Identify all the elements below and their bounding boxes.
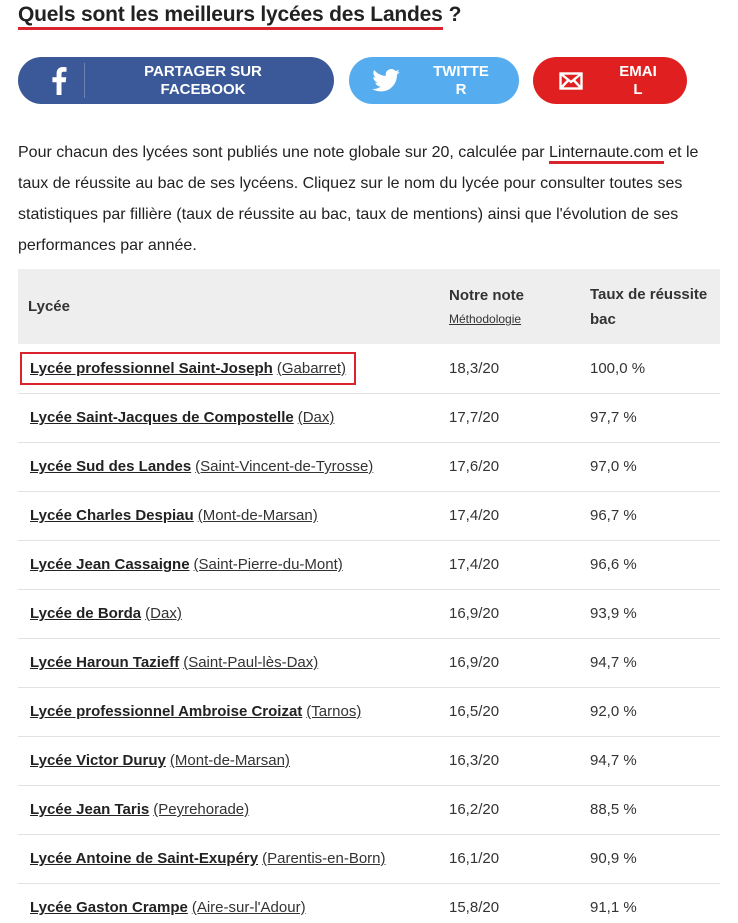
methodology-link[interactable]: Méthodologie: [449, 312, 522, 326]
school-name-link[interactable]: Lycée de Borda: [30, 605, 142, 622]
school-rate: 91,1 %: [580, 883, 720, 923]
intro-paragraph: [18, 137, 720, 261]
school-city-link[interactable]: (Saint-Vincent-de-Tyrosse): [195, 458, 374, 475]
school-rate: 94,7 %: [580, 638, 720, 687]
share-email-label-line1: EMAI: [619, 62, 657, 80]
share-twitter-label: [429, 57, 493, 104]
table-row: [18, 442, 720, 491]
school-note: 15,8/20: [439, 883, 580, 923]
share-email-label-line2: L: [633, 80, 643, 98]
school-cell: [18, 638, 439, 687]
school-note: 16,3/20: [439, 736, 580, 785]
school-entry: [20, 450, 383, 483]
school-cell: [18, 540, 439, 589]
school-name-link[interactable]: Lycée Haroun Tazieff: [30, 654, 180, 671]
school-cell: [18, 491, 439, 540]
table-row: [18, 393, 720, 442]
school-rate: 90,9 %: [580, 834, 720, 883]
school-note: 16,9/20: [439, 638, 580, 687]
page-title-question-mark: ?: [448, 3, 462, 26]
school-rate: 96,7 %: [580, 491, 720, 540]
share-facebook-button[interactable]: [18, 57, 334, 104]
school-note: 18,3/20: [439, 344, 580, 393]
school-cell: [18, 883, 439, 923]
school-name-link[interactable]: Lycée Victor Duruy: [30, 752, 166, 769]
school-cell: [18, 687, 439, 736]
page-title: [18, 3, 461, 30]
table-row: [18, 344, 720, 393]
school-city-link[interactable]: (Dax): [145, 605, 182, 622]
table-row: [18, 785, 720, 834]
table-row: [18, 834, 720, 883]
school-entry: [20, 842, 396, 875]
school-cell: [18, 736, 439, 785]
twitter-icon: [365, 57, 407, 104]
school-name-link[interactable]: Lycée professionnel Ambroise Croizat: [30, 703, 303, 720]
header-note-label: Notre note: [449, 287, 524, 304]
school-rate: 97,7 %: [580, 393, 720, 442]
header-rate-label-line1: Taux de réussite: [590, 285, 708, 303]
share-twitter-label-line2: R: [455, 80, 467, 98]
school-name-link[interactable]: Lycée Gaston Crampe: [30, 899, 188, 916]
header-school: [18, 269, 439, 344]
table-row: [18, 638, 720, 687]
table-row: [18, 540, 720, 589]
school-rate: 97,0 %: [580, 442, 720, 491]
share-facebook-label: [110, 57, 296, 104]
school-city-link[interactable]: (Gabarret): [276, 359, 347, 377]
school-rate: 92,0 %: [580, 687, 720, 736]
header-rate: [580, 269, 720, 344]
school-note: 17,4/20: [439, 540, 580, 589]
school-name-link[interactable]: Lycée professionnel Saint-Joseph: [30, 359, 273, 377]
school-cell: [18, 344, 439, 393]
school-cell: [18, 785, 439, 834]
school-entry: [20, 744, 300, 777]
school-cell: [18, 442, 439, 491]
school-city-link[interactable]: (Mont-de-Marsan): [197, 507, 318, 524]
school-rate: 93,9 %: [580, 589, 720, 638]
school-cell: [18, 589, 439, 638]
share-facebook-label-line1: PARTAGER SUR: [144, 62, 262, 80]
source-link[interactable]: Linternaute.com: [549, 144, 664, 164]
school-rate: 100,0 %: [580, 344, 720, 393]
facebook-icon: [38, 57, 80, 104]
school-name-link[interactable]: Lycée Antoine de Saint-Exupéry: [30, 850, 259, 867]
school-city-link[interactable]: (Mont-de-Marsan): [169, 752, 290, 769]
school-city-link[interactable]: (Tarnos): [306, 703, 362, 720]
school-rate: 94,7 %: [580, 736, 720, 785]
school-note: 17,6/20: [439, 442, 580, 491]
school-city-link[interactable]: (Peyrehorade): [153, 801, 250, 818]
table-row: [18, 589, 720, 638]
intro-text-part2: et le taux de réussite au bac de ses lycéens. Cliquez sur le nom du lycée pour consulter toutes ses statistiques par fillière (taux de réussite au bac, taux de mentions) ainsi que l'évolution de ses performances par année.: [18, 144, 699, 254]
school-rate: 88,5 %: [580, 785, 720, 834]
school-entry: [20, 695, 371, 728]
header-rate-label-line2: bac: [590, 310, 616, 328]
header-school-label: Lycée: [28, 298, 70, 315]
school-city-link[interactable]: (Saint-Pierre-du-Mont): [193, 556, 343, 573]
school-cell: [18, 393, 439, 442]
ranking-table: [18, 269, 720, 923]
school-city-link[interactable]: (Dax): [297, 409, 335, 426]
school-cell: [18, 834, 439, 883]
school-entry: [20, 401, 344, 434]
school-note: 17,4/20: [439, 491, 580, 540]
school-entry: [20, 597, 192, 630]
table-body: [18, 344, 720, 923]
table-row: [18, 736, 720, 785]
share-buttons: [18, 57, 720, 104]
share-twitter-button[interactable]: [349, 57, 519, 104]
school-entry: [20, 891, 316, 923]
share-twitter-label-line1: TWITTE: [433, 62, 489, 80]
school-city-link[interactable]: (Aire-sur-l'Adour): [191, 899, 306, 916]
school-note: 16,2/20: [439, 785, 580, 834]
school-entry: [20, 793, 259, 826]
school-entry: [20, 499, 328, 532]
table-row: [18, 687, 720, 736]
school-name-link[interactable]: Lycée Sud des Landes: [30, 458, 192, 475]
facebook-button-divider: [84, 63, 85, 98]
school-note: 17,7/20: [439, 393, 580, 442]
table-header-row: [18, 269, 720, 344]
school-note: 16,5/20: [439, 687, 580, 736]
table-row: [18, 883, 720, 923]
school-entry: [20, 646, 328, 679]
share-email-button[interactable]: [533, 57, 687, 104]
school-note: 16,9/20: [439, 589, 580, 638]
school-name-link[interactable]: Lycée Jean Cassaigne: [30, 556, 190, 573]
school-city-link[interactable]: (Parentis-en-Born): [262, 850, 386, 867]
header-note: [439, 269, 580, 344]
share-email-label: [613, 57, 663, 104]
school-name-link[interactable]: Lycée Saint-Jacques de Compostelle: [30, 409, 294, 426]
school-city-link[interactable]: (Saint-Paul-lès-Dax): [183, 654, 319, 671]
share-facebook-label-line2: FACEBOOK: [160, 80, 246, 98]
intro-text-part1: Pour chacun des lycées sont publiés une note globale sur 20, calculée par: [18, 144, 550, 161]
school-rate: 96,6 %: [580, 540, 720, 589]
email-envelope-icon: [551, 57, 591, 104]
page-title-text: Quels sont les meilleurs lycées des Landes: [18, 3, 443, 30]
school-entry: [20, 548, 353, 581]
table-row: [18, 491, 720, 540]
school-name-link[interactable]: Lycée Charles Despiau: [30, 507, 194, 524]
school-entry: [20, 352, 356, 385]
school-name-link[interactable]: Lycée Jean Taris: [30, 801, 150, 818]
school-note: 16,1/20: [439, 834, 580, 883]
